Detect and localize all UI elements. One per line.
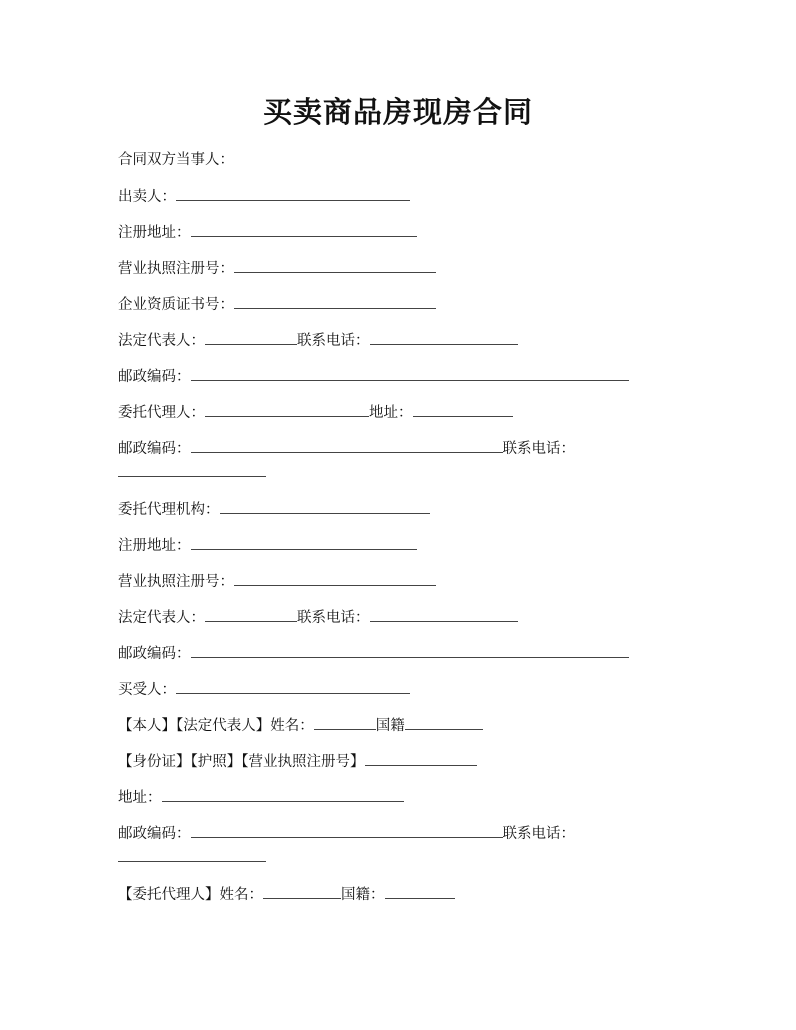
seller-phone-blank[interactable] (370, 330, 518, 345)
agency-blank[interactable] (220, 499, 430, 514)
seller-qualification-line: 企业资质证书号： (118, 294, 436, 315)
buyer-phone-line (118, 847, 266, 868)
agency-legal-rep-blank[interactable] (205, 607, 297, 622)
buyer-address-blank[interactable] (162, 787, 404, 802)
buyer-line: 买受人： (118, 679, 410, 700)
agency-legal-rep-line: 法定代表人： 联系电话： (118, 607, 518, 628)
agency-line: 委托代理机构： (118, 499, 430, 520)
seller-agent-postcode-blank[interactable] (191, 438, 503, 453)
seller-agent-line: 委托代理人： 地址： (118, 402, 513, 423)
buyer-postcode-line: 邮政编码： 联系电话： (118, 823, 575, 844)
agency-reg-address-line: 注册地址： (118, 535, 417, 556)
seller-license-blank[interactable] (234, 258, 436, 273)
document-title: 买卖商品房现房合同 (262, 95, 533, 129)
seller-postcode-line: 邮政编码： (118, 366, 629, 387)
seller-reg-address-blank[interactable] (191, 222, 417, 237)
agency-license-line: 营业执照注册号： (118, 571, 436, 592)
buyer-phone-blank[interactable] (118, 847, 266, 862)
agency-postcode-blank[interactable] (191, 643, 629, 658)
seller-qualification-blank[interactable] (234, 294, 436, 309)
seller-legal-rep-line: 法定代表人： 联系电话： (118, 330, 518, 351)
buyer-name-blank[interactable] (314, 715, 376, 730)
buyer-id-line: 【身份证】【护照】【营业执照注册号】 (118, 751, 477, 772)
buyer-agent-line: 【委托代理人】姓名： 国籍： (118, 884, 455, 905)
seller-legal-rep-blank[interactable] (205, 330, 297, 345)
seller-reg-address-line: 注册地址： (118, 222, 417, 243)
parties-heading: 合同双方当事人： (118, 152, 234, 168)
seller-agent-address-blank[interactable] (413, 402, 513, 417)
seller-agent-phone-line (118, 462, 266, 483)
agency-postcode-line: 邮政编码： (118, 643, 629, 664)
agency-license-blank[interactable] (234, 571, 436, 586)
seller-blank[interactable] (176, 186, 410, 201)
buyer-id-blank[interactable] (365, 751, 477, 766)
seller-postcode-blank[interactable] (191, 366, 629, 381)
seller-agent-postcode-line: 邮政编码： 联系电话： (118, 438, 575, 459)
seller-license-line: 营业执照注册号： (118, 258, 436, 279)
buyer-address-line: 地址： (118, 787, 404, 808)
buyer-postcode-blank[interactable] (191, 823, 503, 838)
agency-reg-address-blank[interactable] (191, 535, 417, 550)
buyer-agent-name-blank[interactable] (263, 884, 341, 899)
seller-agent-phone-blank[interactable] (118, 462, 266, 477)
buyer-blank[interactable] (176, 679, 410, 694)
buyer-agent-nationality-blank[interactable] (385, 884, 455, 899)
buyer-nationality-blank[interactable] (405, 715, 483, 730)
seller-agent-blank[interactable] (205, 402, 369, 417)
seller-line: 出卖人： (118, 186, 410, 207)
agency-phone-blank[interactable] (370, 607, 518, 622)
buyer-name-line: 【本人】【法定代表人】姓名： 国籍 (118, 715, 483, 736)
